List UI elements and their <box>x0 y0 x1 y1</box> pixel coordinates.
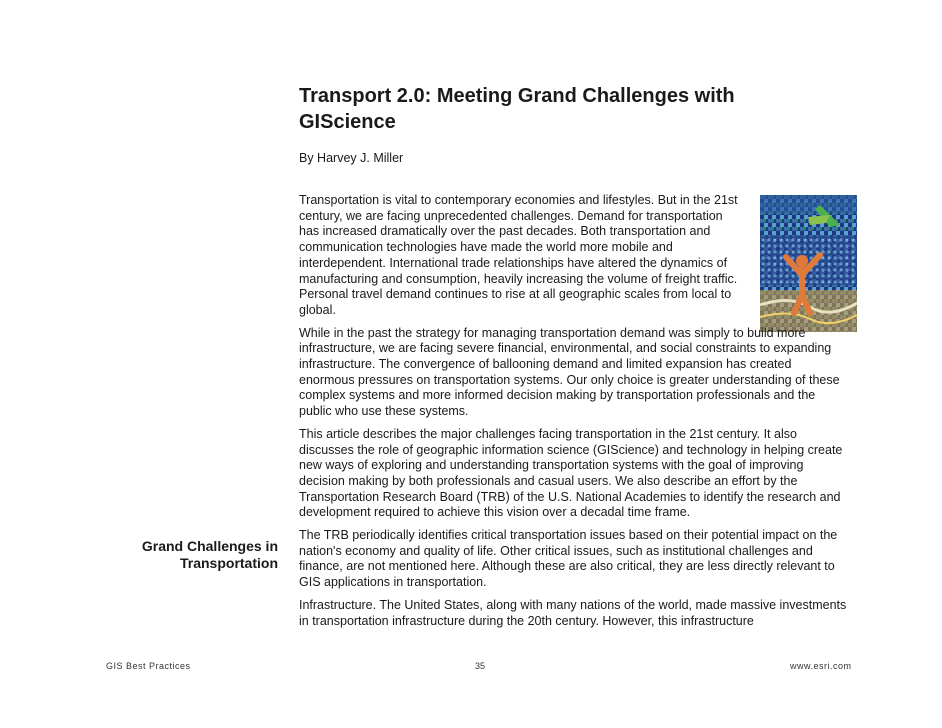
page-number: 35 <box>475 661 486 671</box>
article-byline: By Harvey J. Miller <box>299 151 404 165</box>
body-paragraph: This article describes the major challenges facing transportation in the 21st century. It also discusses the role of geographic information science (GIScience) and technology in helping create new ways of exploring and understanding transportation systems with the goal of improving decision making by both professionals and casual users. We also describe an effort by the Transportation Research Board (TRB) of the U.S. National Academies to identify the research and development required to achieve this vision over a decadal time frame. <box>299 426 843 520</box>
section-heading: Grand Challenges in Transportation <box>141 538 278 571</box>
body-paragraph: Transportation is vital to contemporary economies and lifestyles. But in the 21st century, we are facing unprecedented challenges. Demand for transportation has increased dramatically over the past decades. Both transportation and communication technologies have made the world more mobile and interdependent. International trade relationships have altered the dynamics of manufacturing and consumption, heavily increasing the volume of freight traffic. Personal travel demand continues to rise at all geographic scales from local to global. <box>299 193 738 317</box>
footer-website: www.esri.com <box>790 661 852 671</box>
body-paragraph: While in the past the strategy for managing transportation demand was simply to build more infrastructure, we are facing severe financial, environmental, and social constraints to expanding infrastructure. The convergence of ballooning demand and limited expansion has created enormous pressures on transportation systems. Our only choice is greater understanding of these complex systems and more informed decision making by transportation professionals and the public who use these systems. <box>299 325 840 419</box>
article-body <box>299 193 849 636</box>
body-paragraph: Infrastructure. The United States, along with many nations of the world, made massive investments in transportation infrastructure during the 20th century. However, this infrastructure <box>299 597 847 628</box>
article-title: Transport 2.0: Meeting Grand Challenges with GIScience <box>299 85 735 133</box>
body-paragraph: The TRB periodically identifies critical transportation issues based on their potential impact on the nation's economy and quality of life. Other critical issues, such as institutional challenges and finance, are not mentioned here. Although these are also critical, they are less directly relevant to GIS applications in transportation. <box>299 528 838 590</box>
footer-publication: GIS Best Practices <box>106 661 191 671</box>
